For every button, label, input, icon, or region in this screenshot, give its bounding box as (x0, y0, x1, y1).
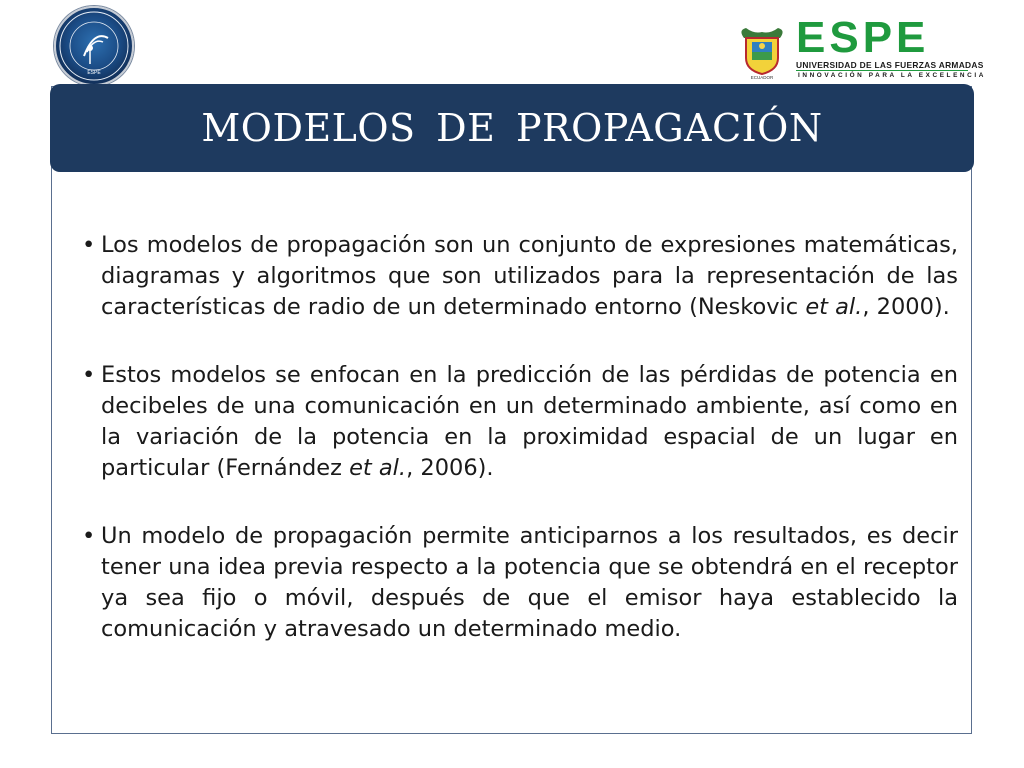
espe-logo (734, 13, 986, 82)
bullet-item (82, 360, 958, 484)
slide-body (82, 230, 958, 682)
bullet-text-end: , 2000). (862, 294, 950, 320)
bullet-italic-text: et al. (805, 294, 863, 320)
bullet-italic-text: et al. (349, 455, 407, 481)
bullet-item (82, 521, 958, 645)
bullet-text: Estos modelos se enfocan en la predicción de las pérdidas de potencia en decibeles de una comunicación en un determinado ambiente, así como en la variación de la potencia en la proximidad espacial de un lugar en particular (Fernández (101, 362, 958, 481)
emblem-graphic (56, 8, 132, 84)
title-bar (50, 84, 974, 172)
shield-caption: ECUADOR (750, 75, 774, 80)
espe-divider (796, 70, 968, 71)
emblem-center-text: ESPE (87, 70, 101, 76)
bullet-item (82, 230, 958, 323)
bullet-text: Un modelo de propagación permite anticiparnos a los resultados, es decir tener una idea previa respecto a la potencia que se obtendrá en el receptor ya sea fijo o móvil, después de que el emisor haya establecido la comunicación y atravesado un determinado medio. (101, 523, 958, 642)
slide-title: MODELOS DE PROPAGACIÓN (201, 106, 823, 150)
espe-tagline: INNOVACIÓN PARA LA EXCELENCIA (798, 72, 986, 79)
university-emblem-icon (54, 6, 134, 86)
ecuador-shield-icon (734, 24, 790, 80)
espe-subtitle: UNIVERSIDAD DE LAS FUERZAS ARMADAS (796, 60, 984, 70)
bullet-text-end: , 2006). (406, 455, 494, 481)
bullet-text: Los modelos de propagación son un conjunto de expresiones matemáticas, diagramas y algoritmos que son utilizados para la representación de las características de radio de un determinado entorno (Neskovic (101, 232, 958, 320)
espe-wordmark: ESPE (796, 13, 930, 62)
